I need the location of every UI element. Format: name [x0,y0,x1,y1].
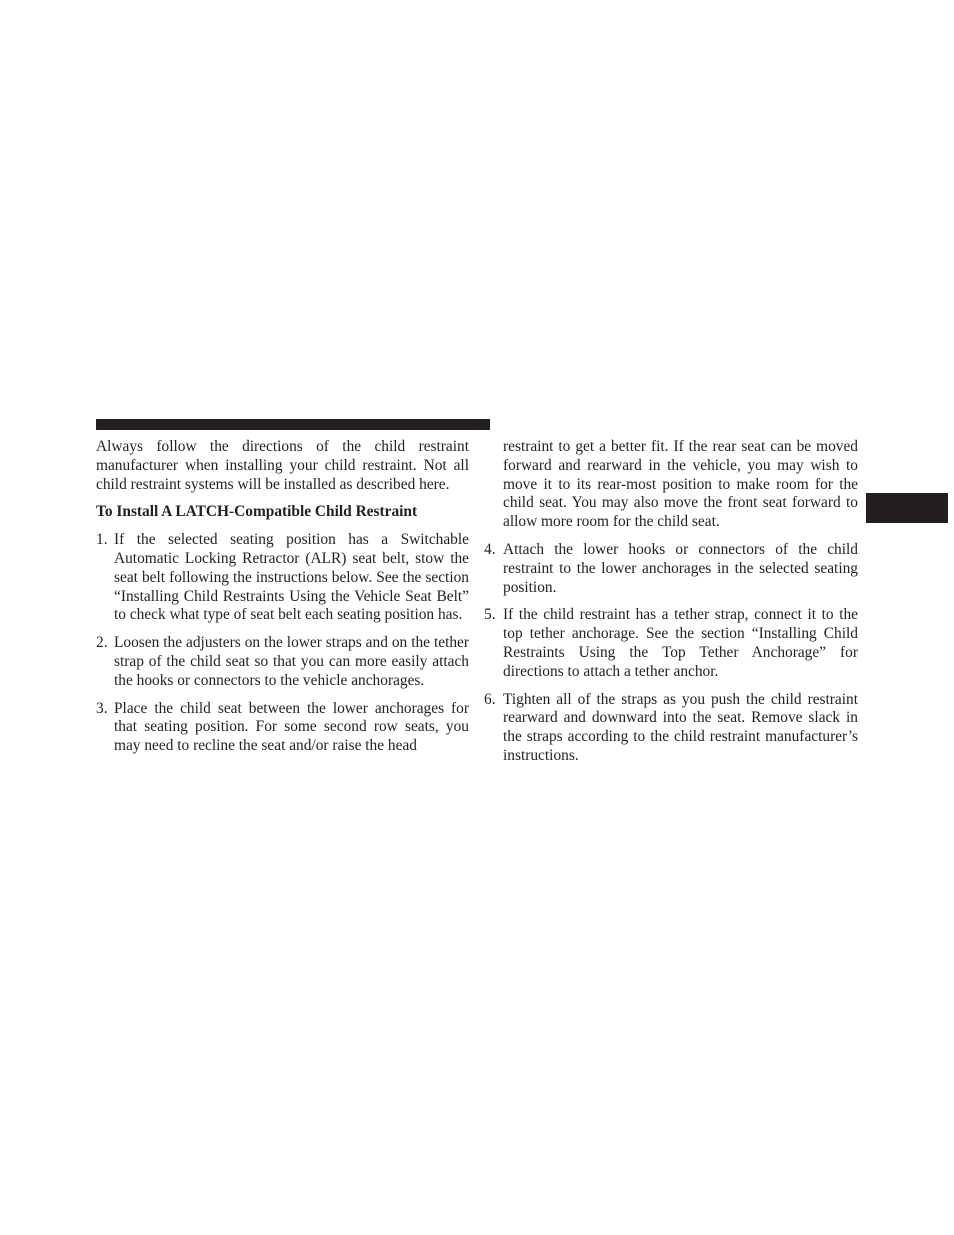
left-column [96,438,469,765]
chapter-side-tab [866,493,948,523]
list-item [96,634,469,690]
step-text: Place the child seat between the lower anchorages for that seating position. For some second row seats, you may need to recline the seat and/or raise the head [114,699,469,755]
list-item [96,531,469,625]
step-text: Loosen the adjusters on the lower straps and on the tether strap of the child seat so that you can more easily attach the hooks or connectors to the vehicle anchorages. [114,634,469,689]
intro-paragraph: Always follow the directions of the child restraint manufacturer when installing your child restraint. Not all child restraint systems will be installed as described here. [96,438,469,493]
step-number: 1. [96,531,108,549]
steps-list-right [484,541,858,766]
list-item [484,606,858,681]
step-number: 2. [96,634,108,652]
list-item [484,691,858,766]
step-text: Tighten all of the straps as you push the child restraint rearward and downward into the seat. Remove slack in the straps according to the child restraint manufacturer’s instructions. [503,690,858,764]
step-number: 6. [484,690,496,708]
section-top-rule [96,419,490,430]
right-column [484,438,858,775]
step-number: 5. [484,606,496,624]
step-text: If the child restraint has a tether strap, connect it to the top tether anchorage. See the section “Installing Child Restraints Using the Top Tether Anchorage” for directions to attach a tether anchor. [503,606,858,680]
step-number: 4. [484,540,496,558]
steps-list-left [96,531,469,756]
list-item [96,700,469,756]
section-heading: To Install A LATCH-Compatible Child Restraint [96,503,418,521]
list-item [484,541,858,597]
step-text: If the selected seating position has a Switchable Automatic Locking Retractor (ALR) seat belt, stow the seat belt following the instructions below. See the section “Installing Child Restraints Using the Vehicle Seat Belt” to check what type of seat belt each seating position has. [114,531,469,624]
step-3-continued: restraint to get a better fit. If the rear seat can be moved forward and rearward in the vehicle, you may wish to move it to its rear-most position to make room for the child seat. You may also move the front seat forward to allow more room for the child seat. [503,438,858,531]
step-number: 3. [96,699,108,717]
step-text: Attach the lower hooks or connectors of the child restraint to the lower anchorages in the selected seating position. [503,540,858,596]
